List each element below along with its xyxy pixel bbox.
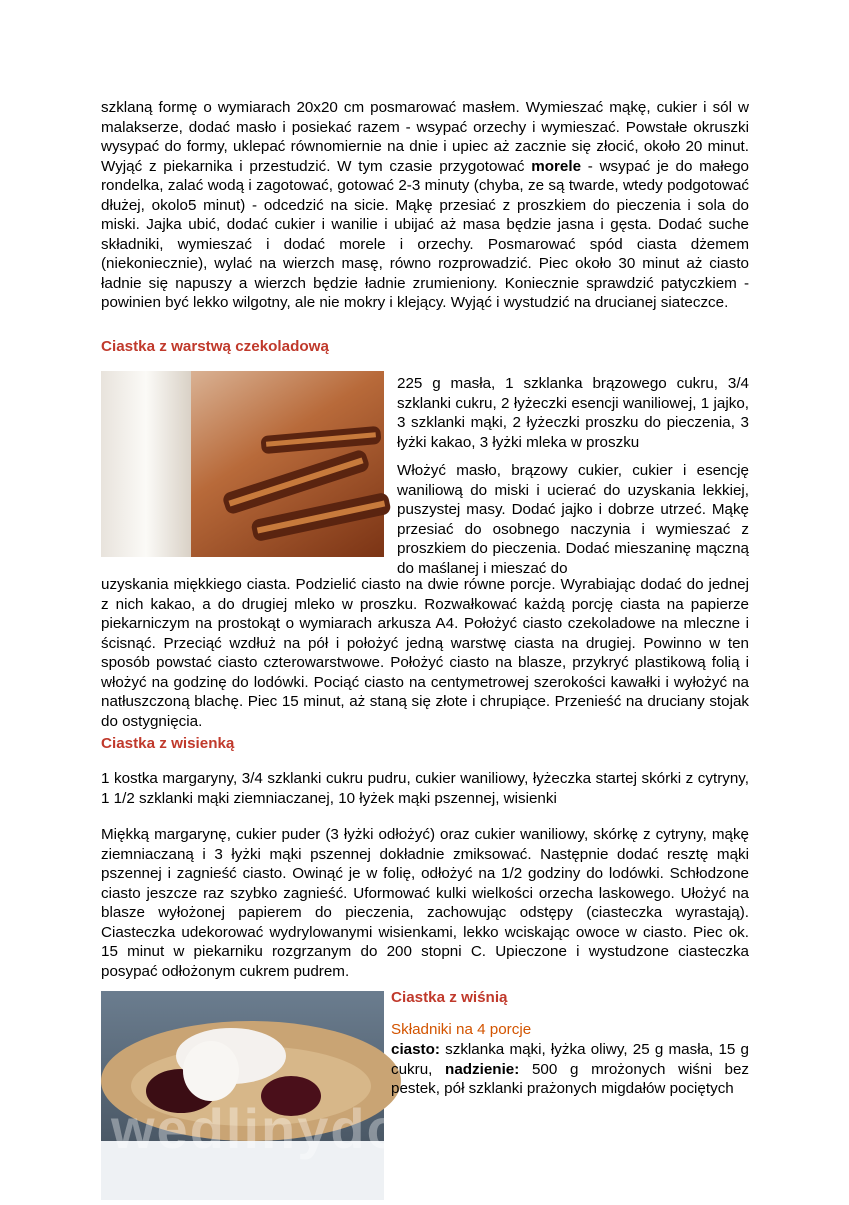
ingredients-chocolate: 225 g masła, 1 szklanka brązowego cukru, 3/4 szklanki cukru, 2 łyżeczki esencji waniliowej, 1 jajko, 3 szklanki mąki, 2 łyżeczki proszku do pieczenia, 3 łyżki kakao, 3 łyżki mleka w proszku — [397, 375, 749, 451]
heading-chocolate-layer: Ciastka z warstwą czekoladową — [101, 338, 329, 355]
cookies-milk-image — [101, 371, 384, 557]
steps-chocolate-side: Włożyć masło, brązowy cukier, cukier i esencję waniliową do miski i ucierać do uzyskania lekkiej, puszystej masy. Dodać jajko i dobrze utrzeć. Mąkę przesiać do osobnego naczynia i wymieszać z proszkiem do pieczenia. Dodać mieszaninę mączną do maślanej i mieszać do — [397, 462, 749, 577]
ingredients-cherry: 1 kostka margaryny, 3/4 szklanki cukru pudru, cukier waniliowy, łyżeczka startej skórki z cytryny, 1 1/2 szklanki mąki ziemniaczanej, 10 łyżek mąki pszennej, wisienki — [101, 770, 749, 807]
photo-chocolate-cookies — [101, 371, 384, 557]
steps-cherry: Miękką margarynę, cukier puder (3 łyżki odłożyć) oraz cukier waniliowy, skórkę z cytryny, mąkę ziemniaczaną i 3 łyżki mąki pszennej dokładnie zmiksować. Następnie dodać resztę mąki pszennej i zagnieść ciasto. Owinąć je w folię, odłożyć na 1/2 godziny do lodówki. Schłodzone ciasto jeszcze raz szybko zagnieść. Uformować kulki wielkości orzecha laskowego. Ułożyć na blasze wyłożonej papierem do pieczenia, zachowując odstępy (ciasteczka wyrastają). Ciasteczka udekorować wydrylowanymi wisienkami, lekko wciskając owoce w ciasto. Piec ok. 15 minut w piekarniku rozgrzanym do 200 stopni C. Upieczone i wystudzone ciasteczka posypać odłożonym cukrem pudrem. — [101, 826, 749, 980]
ingredients-sour-cherry: ciasto: szklanka mąki, łyżka oliwy, 25 g masła, 15 g cukru, nadzienie: 500 g mrożonych wiśni bez pestek, pół szklanki prażonych migdałów pociętych — [391, 1041, 750, 1097]
recipe-text-apricot: szklaną formę o wymiarach 20x20 cm posmarować masłem. Wymieszać mąkę, cukier i sól w malakserze, dodać masło i posiekać razem - wsypać orzechy i wymieszać. Powstałe okruszki wysypać do formy, uklepać równomiernie na dnie i upiec aż zacznie się złocić, około 20 minut. Wyjąć z piekarnika i przestudzić. W tym czasie przygotować morele - wsypać je do małego rondelka, zalać wodą i zagotować, gotować 2-3 minuty (chyba, ze są twarde, wtedy podgotować dłużej, okolo5 minut) - odcedzić na sicie. Mąkę przesiać z proszkiem do pieczenia i sola do miski. Jajka ubić, dodać cukier i wanilie i ubijać aż masa będzie jasna i gęsta. Dodać suche składniki, wymieszać i dodać morele i orzechy. Posmarować spód ciasta dżemem (niekoniecznie), wylać na wierzch masę, równo rozprowadzić. Piec około 30 minut aż ciasto ładnie się napuszy a wierzch będzie ładnie zrumieniony. Koniecznie sprawdzić patyczkiem - powinien być lekko wilgotny, ale nie mokry i klejący. Wyjąć i wystudzić na drucianej siateczce. — [101, 99, 749, 311]
heading-sour-cherry: Ciastka z wiśnią — [391, 989, 508, 1006]
servings-label: Składniki na 4 porcje — [391, 1021, 532, 1038]
heading-cherry-cookies: Ciastka z wisienką — [101, 735, 235, 752]
watermark: wedlinydomowe.pl — [111, 1097, 641, 1160]
bold-morele: morele — [531, 157, 582, 175]
steps-chocolate-full: uzyskania miękkiego ciasta. Podzielić ciasto na dwie równe porcje. Wyrabiając dodać do jednej z nich kakao, a do drugiej mleko w proszku. Rozwałkować każdą porcję ciasta na papierze piekarniczym na prostokąt o wymiarach arkusza A4. Położyć ciasto czekoladowe na mleczne i ścisnąć. Przeciąć wzdłuż na pół i położyć jedną warstwę ciasta na drugiej. Powinno w ten sposób powstać ciasto czterowarstwowe. Położyć ciasto na blasze, przykryć plastikową folią i włożyć na godzinę do lodówki. Pociąć ciasto na centymetrowej szerokości kawałki i wyłożyć na natłuszczoną blachę. Piec 15 minut, aż staną się złote i chrupiące. Przenieść na druciany stojak do ostygnięcia. — [101, 576, 749, 730]
